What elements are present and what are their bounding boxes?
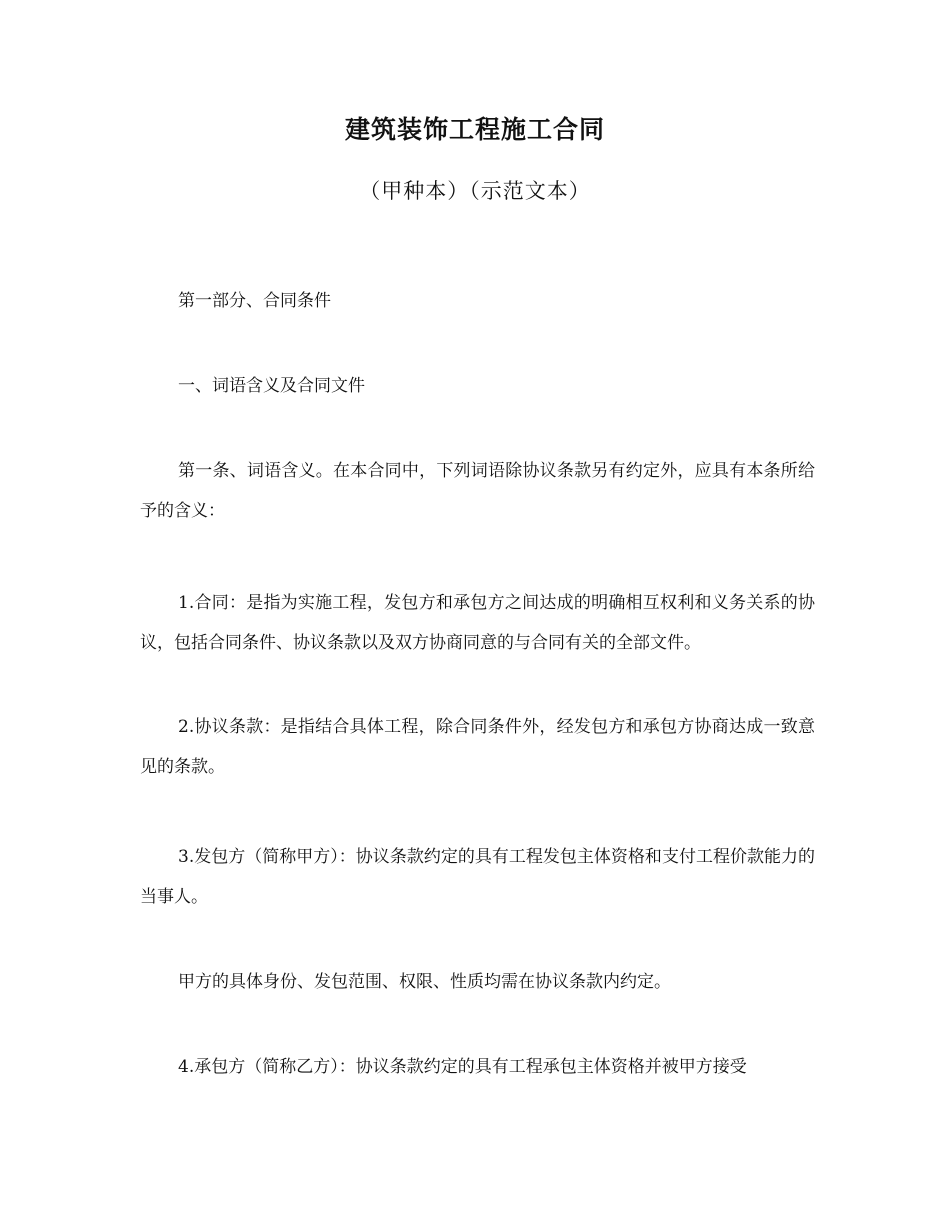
paragraph-item-4-contractor: 4.承包方（简称乙方）：协议条款约定的具有工程承包主体资格并被甲方接受 [178,1057,747,1077]
section-heading-part-one: 第一部分、合同条件 [178,291,331,311]
paragraph-item-2-agreement: 2.协议条款：是指结合具体工程，除合同条件外，经发包方和承包方协商达成一致意见的条款。 [140,717,815,777]
paragraph-item-3-employer: 3.发包方（简称甲方）：协议条款约定的具有工程发包主体资格和支付工程价款能力的当事人。 [140,847,815,907]
paragraph-item-1-contract: 1.合同：是指为实施工程，发包方和承包方之间达成的明确相互权利和义务关系的协议，包括合同条件、协议条款以及双方协商同意的与合同有关的全部文件。 [140,593,815,653]
document-title: 建筑装饰工程施工合同 [344,115,605,144]
paragraph-employer-scope: 甲方的具体身份、发包范围、权限、性质均需在协议条款内约定。 [178,972,671,992]
paragraph-article-one: 第一条、词语含义。在本合同中，下列词语除协议条款另有约定外，应具有本条所给予的含义： [140,461,815,521]
section-heading-terms: 一、词语含义及合同文件 [178,376,365,396]
document-subtitle: （甲种本）（示范文本） [359,179,591,203]
